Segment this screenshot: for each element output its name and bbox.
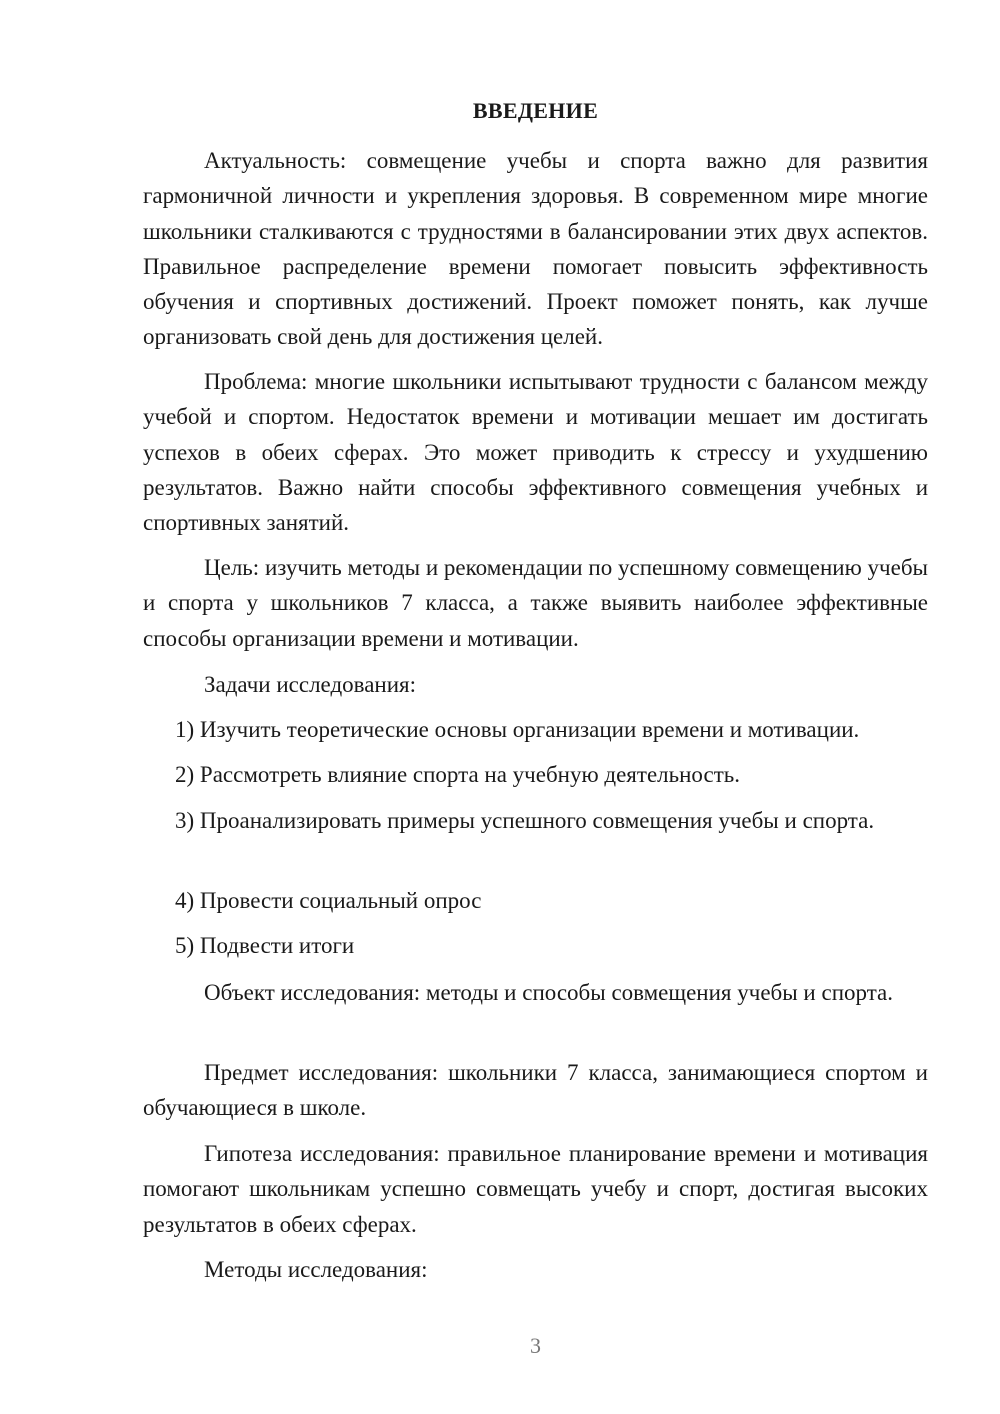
- paragraph-relevance: Актуальность: совмещение учебы и спорта важно для развития гармоничной личности и укрепления здоровья. В современном мире многие школьники сталкиваются с трудностями в балансировании этих двух аспектов. Правильное распределение времени помогает повысить эффективность обучения и спортивных достижений. Проект поможет понять, как лучше организовать свой день для достижения целей.: [143, 148, 928, 350]
- page-title: ВВЕДЕНИЕ: [472, 98, 599, 123]
- paragraph-methods-heading: Методы исследования:: [204, 1257, 428, 1282]
- page-number: 3: [530, 1333, 541, 1358]
- list-item-task-3: 3) Проанализировать примеры успешного совмещения учебы и спорта.: [175, 808, 875, 833]
- paragraph-tasks-heading: Задачи исследования:: [204, 672, 417, 697]
- list-item-task-2: 2) Рассмотреть влияние спорта на учебную деятельность.: [175, 762, 740, 787]
- paragraph-goal: Цель: изучить методы и рекомендации по успешному совмещению учебы и спорта у школьников 7 класса, а также выявить наиболее эффективные способы организации времени и мотивации.: [143, 555, 928, 651]
- paragraph-hypothesis: Гипотеза исследования: правильное планирование времени и мотивация помогают школьникам успешно совмещать учебу и спорт, достигая высоких результатов в обеих сферах.: [143, 1141, 928, 1237]
- list-item-task-4: 4) Провести социальный опрос: [175, 888, 482, 913]
- paragraph-subject: Предмет исследования: школьники 7 класса, занимающиеся спортом и обучающиеся в школе.: [143, 1060, 928, 1121]
- paragraph-problem: Проблема: многие школьники испытывают трудности с балансом между учебой и спортом. Недостаток времени и мотивации мешает им достигать успехов в обеих сферах. Это может приводить к стрессу и ухудшению результатов. Важно найти способы эффективного совмещения учебных и спортивных занятий.: [143, 369, 928, 536]
- paragraph-object: Объект исследования: методы и способы совмещения учебы и спорта.: [204, 980, 893, 1005]
- list-item-task-1: 1) Изучить теоретические основы организации времени и мотивации.: [175, 717, 860, 742]
- list-item-task-5: 5) Подвести итоги: [175, 933, 355, 958]
